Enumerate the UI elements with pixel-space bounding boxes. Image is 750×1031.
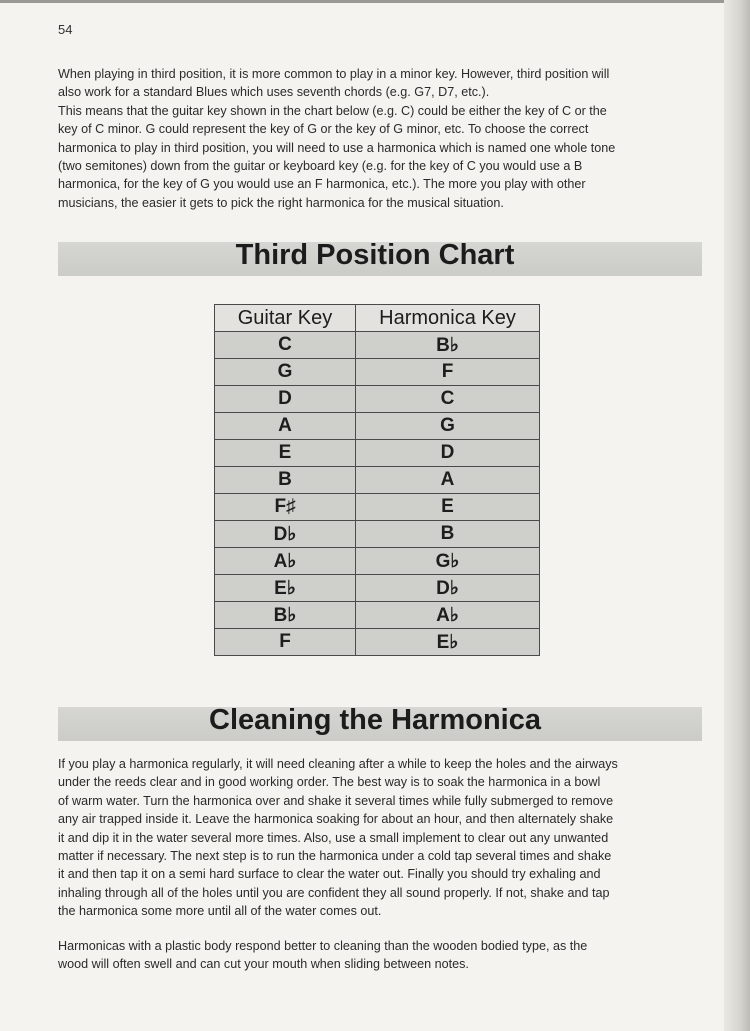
harmonica-key-cell: C bbox=[356, 386, 540, 413]
table-row bbox=[215, 575, 540, 602]
intro-line: This means that the guitar key shown in the chart below (e.g. C) could be either the key of C or the bbox=[58, 103, 607, 118]
guitar-key-cell: A bbox=[215, 413, 356, 440]
cleaning-line: any air trapped inside it. Leave the harmonica soaking for about an hour, and then alternately shake bbox=[58, 812, 614, 827]
harmonica-key-cell: F bbox=[356, 359, 540, 386]
cleaning-line: Harmonicas with a plastic body respond better to cleaning than the wooden bodied type, as the bbox=[58, 939, 588, 953]
cleaning-paragraph-2 bbox=[58, 937, 702, 974]
harmonica-key-cell: G♭ bbox=[356, 548, 540, 575]
intro-line: When playing in third position, it is more common to play in a minor key. However, third position will bbox=[58, 67, 610, 81]
intro-line: harmonica to play in third position, you will need to use a harmonica which is named one whole tone bbox=[58, 140, 616, 155]
intro-line: harmonica, for the key of G you would use an F harmonica, etc.). The more you play with other bbox=[58, 177, 586, 192]
table-row bbox=[215, 386, 540, 413]
guitar-key-cell: B bbox=[215, 467, 356, 494]
cleaning-line: it and then tap it on a semi hard surface to clear the water out. Finally you should try exhaling and bbox=[58, 867, 601, 882]
harmonica-key-cell: A bbox=[356, 467, 540, 494]
harmonica-key-cell: D bbox=[356, 440, 540, 467]
cleaning-section-title: Cleaning the Harmonica bbox=[209, 704, 541, 736]
page-number: 54 bbox=[58, 22, 73, 37]
guitar-key-cell: F♯ bbox=[215, 494, 356, 521]
cleaning-paragraph-1 bbox=[58, 755, 702, 921]
chart-section-title: Third Position Chart bbox=[235, 239, 515, 271]
table-row bbox=[215, 602, 540, 629]
guitar-key-cell: F bbox=[215, 629, 356, 656]
page-top-edge bbox=[0, 0, 750, 3]
table-row bbox=[215, 494, 540, 521]
harmonica-key-cell: G bbox=[356, 413, 540, 440]
table-row bbox=[215, 629, 540, 656]
table-row bbox=[215, 359, 540, 386]
cleaning-line: it and dip it in the water several more times. Also, use a small implement to clear out any unwanted bbox=[58, 830, 609, 845]
page-binding-edge bbox=[724, 0, 750, 1031]
cleaning-line: inhaling through all of the holes until you are confident they all sound properly. If not, shake and tap bbox=[58, 885, 610, 900]
harmonica-key-cell: A♭ bbox=[356, 602, 540, 629]
intro-line: key of C minor. G could represent the key of G or the key of G minor, etc. To choose the correct bbox=[58, 122, 589, 137]
cleaning-line: matter if necessary. The next step is to run the harmonica under a cold tap several times and shake bbox=[58, 849, 612, 864]
guitar-key-cell: A♭ bbox=[215, 548, 356, 575]
harmonica-key-cell: B bbox=[356, 521, 540, 548]
intro-paragraph bbox=[58, 65, 702, 212]
guitar-key-cell: B♭ bbox=[215, 602, 356, 629]
intro-line: (two semitones) down from the guitar or keyboard key (e.g. for the key of C you would use a B bbox=[58, 159, 583, 174]
table-row bbox=[215, 548, 540, 575]
table-row bbox=[215, 413, 540, 440]
harmonica-key-cell: D♭ bbox=[356, 575, 540, 602]
intro-line: also work for a standard Blues which uses seventh chords (e.g. G7, D7, etc.). bbox=[58, 85, 490, 100]
cleaning-line: of warm water. Turn the harmonica over and shake it several times while fully submerged to remove bbox=[58, 793, 614, 808]
table-row bbox=[215, 332, 540, 359]
cleaning-line: wood will often swell and can cut your mouth when sliding between notes. bbox=[58, 957, 469, 972]
cleaning-line: under the reeds clear and in good working order. The best way is to soak the harmonica in a bowl bbox=[58, 775, 601, 790]
cleaning-line: the harmonica some more until all of the water comes out. bbox=[58, 904, 382, 919]
harmonica-key-cell: B♭ bbox=[356, 332, 540, 359]
guitar-key-cell: G bbox=[215, 359, 356, 386]
harmonica-key-cell: E♭ bbox=[356, 629, 540, 656]
harmonica-key-cell: E bbox=[356, 494, 540, 521]
guitar-key-cell: E bbox=[215, 440, 356, 467]
intro-line: musicians, the easier it gets to pick the right harmonica for the musical situation. bbox=[58, 195, 504, 210]
third-position-chart bbox=[214, 304, 540, 656]
header-guitar-key: Guitar Key bbox=[215, 305, 356, 332]
header-harmonica-key: Harmonica Key bbox=[356, 305, 540, 332]
table-row bbox=[215, 467, 540, 494]
table-row bbox=[215, 521, 540, 548]
guitar-key-cell: C bbox=[215, 332, 356, 359]
guitar-key-cell: E♭ bbox=[215, 575, 356, 602]
cleaning-line: If you play a harmonica regularly, it will need cleaning after a while to keep the holes and the airways bbox=[58, 757, 618, 771]
guitar-key-cell: D bbox=[215, 386, 356, 413]
guitar-key-cell: D♭ bbox=[215, 521, 356, 548]
table-row bbox=[215, 440, 540, 467]
